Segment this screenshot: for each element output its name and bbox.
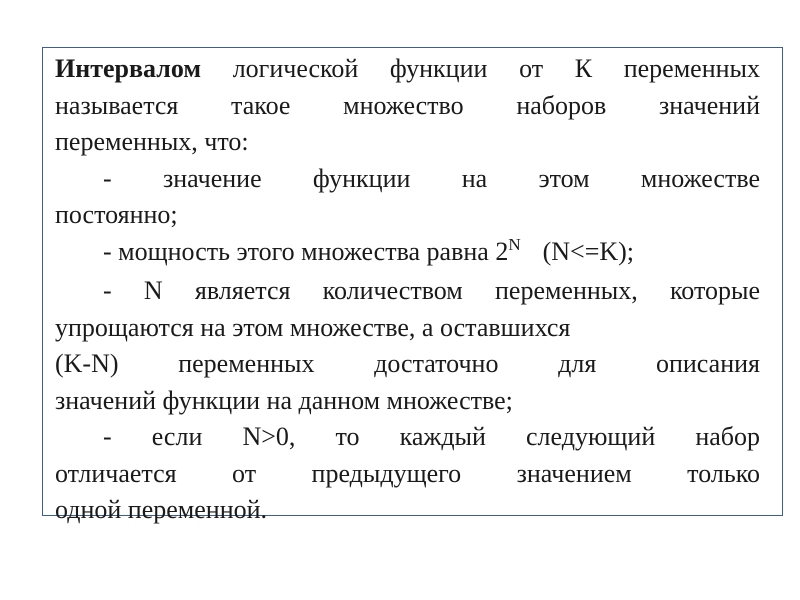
definition-text: [55, 51, 760, 529]
item-power-condition: (N<=K);: [542, 236, 635, 266]
item-constant-line-2: постоянно;: [55, 200, 178, 229]
item-simplified-line-2: упрощаются на этом множестве, а оставшихся: [55, 312, 571, 342]
definition-line-2: называется такое множество наборов значений: [55, 90, 760, 120]
item-power-prefix: - мощность этого множества равна 2: [103, 236, 509, 266]
definition-line-3: переменных, что:: [55, 127, 249, 156]
item-adjacent-line-2: отличается от предыдущего значением только: [55, 458, 760, 488]
item-power-line: [55, 234, 760, 274]
item-simplified-line-1: - N является количеством переменных, которые: [103, 276, 760, 305]
item-adjacent-line-3: одной переменной.: [55, 495, 268, 524]
item-simplified-line-3: (K-N) переменных достаточно для описания: [55, 349, 760, 378]
item-constant-line-1: - значение функции на этом множестве: [103, 163, 760, 193]
item-adjacent-line-1: - если N>0, то каждый следующий набор: [103, 422, 760, 451]
definition-line-1: [55, 51, 760, 88]
definition-line-1-rest: логической функции от К переменных: [232, 54, 761, 83]
power-exponent: N: [508, 234, 521, 254]
item-simplified-line-4: значений функции на данном множестве;: [55, 385, 513, 415]
defined-term: Интервалом: [55, 54, 202, 83]
